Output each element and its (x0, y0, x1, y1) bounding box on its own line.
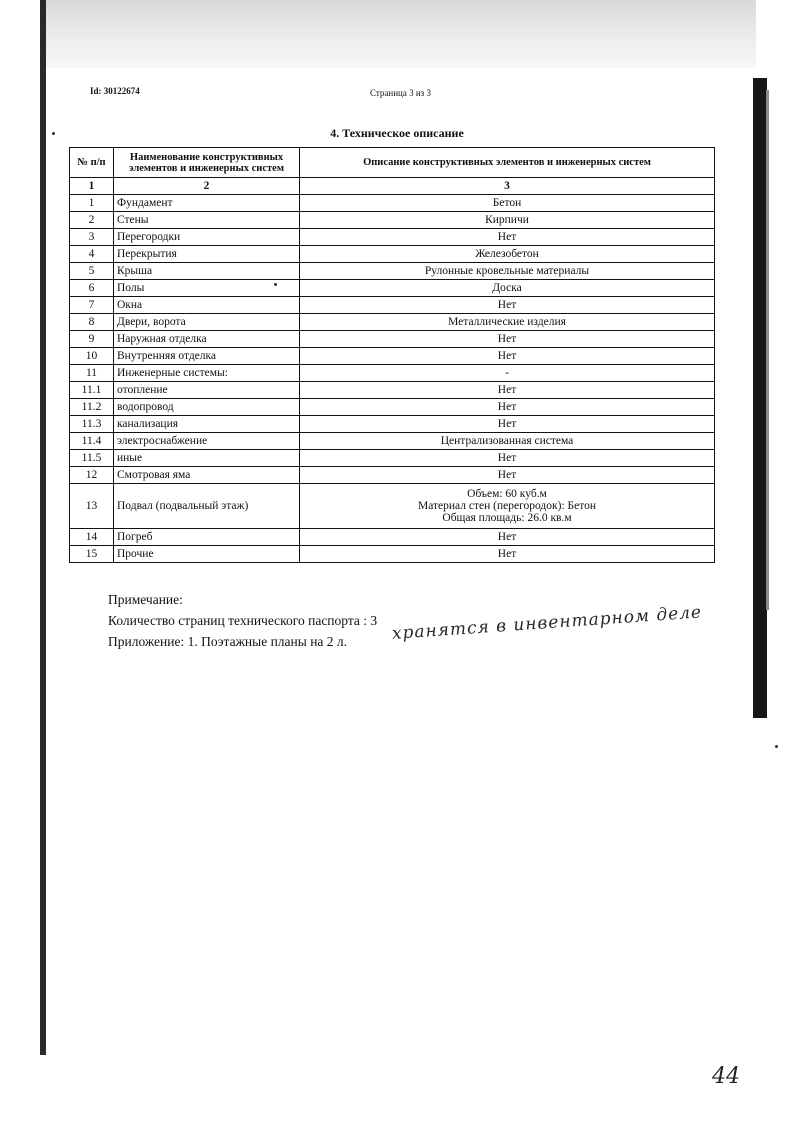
row-element-name: иные (114, 450, 300, 467)
row-number: 12 (70, 467, 114, 484)
header-number: № п/п (70, 148, 114, 178)
row-element-name: Внутренняя отделка (114, 348, 300, 365)
table-row (70, 399, 715, 416)
row-element-description: Железобетон (300, 246, 715, 263)
note-title: Примечание: (108, 592, 183, 607)
row-element-name: Фундамент (114, 195, 300, 212)
row-number: 11.5 (70, 450, 114, 467)
row-element-name: Наружная отделка (114, 331, 300, 348)
row-number: 9 (70, 331, 114, 348)
row-number: 8 (70, 314, 114, 331)
row-number: 5 (70, 263, 114, 280)
table-row (70, 416, 715, 433)
row-element-name: Перегородки (114, 229, 300, 246)
table-row (70, 433, 715, 450)
row-number: 2 (70, 212, 114, 229)
table-row (70, 280, 715, 297)
table-row (70, 246, 715, 263)
table-row (70, 314, 715, 331)
index-cell: 2 (114, 178, 300, 195)
row-element-description: Нет (300, 297, 715, 314)
row-element-description: Металлические изделия (300, 314, 715, 331)
row-number: 13 (70, 484, 114, 529)
row-number: 14 (70, 529, 114, 546)
technical-description-table (69, 147, 715, 563)
row-number: 1 (70, 195, 114, 212)
row-element-name: Прочие (114, 546, 300, 563)
row-number: 11.3 (70, 416, 114, 433)
row-number: 4 (70, 246, 114, 263)
table-row (70, 467, 715, 484)
row-element-description: Бетон (300, 195, 715, 212)
row-element-name: Инженерные системы: (114, 365, 300, 382)
row-element-description: Нет (300, 399, 715, 416)
scan-right-edge-thin (766, 90, 769, 610)
row-number: 11.1 (70, 382, 114, 399)
row-element-name: водопровод (114, 399, 300, 416)
table-row (70, 348, 715, 365)
header-element-description: Описание конструктивных элементов и инженерных систем (300, 148, 715, 178)
scan-right-edge (753, 78, 767, 718)
index-cell: 3 (300, 178, 715, 195)
scan-speck (775, 745, 778, 748)
row-element-description: Нет (300, 467, 715, 484)
row-element-description: Нет (300, 382, 715, 399)
table-row (70, 297, 715, 314)
row-element-name: Стены (114, 212, 300, 229)
table-row (70, 382, 715, 399)
scan-speck (52, 132, 55, 135)
index-cell: 1 (70, 178, 114, 195)
row-element-description: Рулонные кровельные материалы (300, 263, 715, 280)
scan-top-shadow (40, 0, 756, 68)
row-element-description: Нет (300, 331, 715, 348)
row-element-description: Нет (300, 416, 715, 433)
description-line: Общая площадь: 26.0 кв.м (442, 512, 572, 524)
description-line: Материал стен (перегородок): Бетон (417, 500, 596, 512)
row-element-name: Крыша (114, 263, 300, 280)
row-number: 11.4 (70, 433, 114, 450)
handwritten-note: хранятся в инвентарном деле (391, 602, 703, 644)
table-row (70, 195, 715, 212)
table-index-row (70, 178, 715, 195)
row-number: 11.2 (70, 399, 114, 416)
row-element-description: Нет (300, 546, 715, 563)
row-number: 6 (70, 280, 114, 297)
table-header-row (70, 148, 715, 178)
note-pages-count: Количество страниц технического паспорта : 3 (108, 613, 378, 628)
row-element-name: Окна (114, 297, 300, 314)
row-number: 11 (70, 365, 114, 382)
row-element-name: Подвал (подвальный этаж) (114, 484, 300, 529)
row-element-name: Перекрытия (114, 246, 300, 263)
table-row (70, 546, 715, 563)
row-element-description: Централизованная система (300, 433, 715, 450)
row-number: 15 (70, 546, 114, 563)
row-element-description: Нет (300, 529, 715, 546)
row-number: 10 (70, 348, 114, 365)
description-line: Объем: 60 куб.м (467, 488, 547, 500)
table-row (70, 484, 715, 529)
row-element-name: отопление (114, 382, 300, 399)
table-row (70, 365, 715, 382)
table-row (70, 263, 715, 280)
row-element-name: Полы (114, 280, 300, 297)
table-row (70, 331, 715, 348)
section-title: 4. Техническое описание (330, 126, 464, 140)
note-appendix: Приложение: 1. Поэтажные планы на 2 л. (108, 634, 348, 649)
row-number: 3 (70, 229, 114, 246)
page-counter: Страница 3 из 3 (370, 88, 431, 98)
row-element-description (300, 484, 715, 529)
table-row (70, 529, 715, 546)
handwritten-page-number: 44 (712, 1064, 740, 1089)
row-element-description: Нет (300, 348, 715, 365)
row-element-name: Двери, ворота (114, 314, 300, 331)
row-element-description: Нет (300, 229, 715, 246)
row-number: 7 (70, 297, 114, 314)
scan-speck (274, 283, 277, 286)
header-element-name: Наименование конструктивных элементов и инженерных систем (114, 148, 300, 178)
row-element-name: электроснабжение (114, 433, 300, 450)
scan-left-edge (40, 0, 46, 1055)
table-row (70, 212, 715, 229)
row-element-name: Погреб (114, 529, 300, 546)
row-element-name: Смотровая яма (114, 467, 300, 484)
row-element-name: канализация (114, 416, 300, 433)
table-row (70, 229, 715, 246)
row-element-description: Доска (300, 280, 715, 297)
table-row (70, 450, 715, 467)
row-element-description: Нет (300, 450, 715, 467)
row-element-description: Кирпичи (300, 212, 715, 229)
document-id: Id: 30122674 (90, 86, 140, 96)
row-element-description: - (300, 365, 715, 382)
